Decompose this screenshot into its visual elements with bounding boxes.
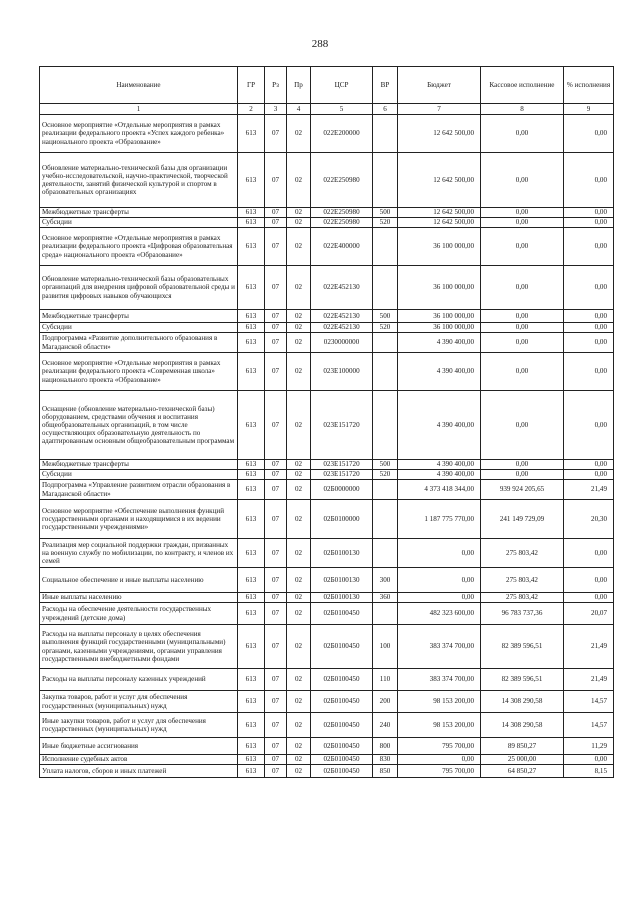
vr-cell xyxy=(373,391,398,460)
pct-cell: 0,00 xyxy=(564,310,614,323)
rz-cell: 07 xyxy=(265,115,287,153)
name-cell: Основное мероприятие «Обеспечение выполнения функций государственными органами и находящимися в их ведении государственными учреждениями» xyxy=(40,500,238,539)
vr-cell: 520 xyxy=(373,218,398,228)
pr-cell: 02 xyxy=(287,208,311,218)
budget-cell: 0,00 xyxy=(398,568,481,593)
rz-cell: 07 xyxy=(265,713,287,738)
pct-cell: 0,00 xyxy=(564,755,614,765)
pct-cell: 0,00 xyxy=(564,353,614,391)
table-row xyxy=(40,470,614,480)
csr-cell: 02Б0100130 xyxy=(311,593,373,603)
pct-cell: 0,00 xyxy=(564,568,614,593)
rz-cell: 07 xyxy=(265,153,287,208)
budget-table xyxy=(39,66,614,778)
rz-cell: 07 xyxy=(265,539,287,568)
name-cell: Основное мероприятие «Отдельные мероприятия в рамках реализации федерального проекта «Современная школа» национального проекта «Образование» xyxy=(40,353,238,391)
gr-cell: 613 xyxy=(238,218,265,228)
pr-cell: 02 xyxy=(287,713,311,738)
pr-cell: 02 xyxy=(287,603,311,625)
pr-cell: 02 xyxy=(287,755,311,765)
gr-cell: 613 xyxy=(238,310,265,323)
column-number-gr: 2 xyxy=(238,104,265,115)
name-cell: Межбюджетные трансферты xyxy=(40,460,238,470)
budget-cell: 12 642 500,00 xyxy=(398,208,481,218)
rz-cell: 07 xyxy=(265,480,287,500)
csr-cell: 02Б0100000 xyxy=(311,500,373,539)
cash-cell: 275 803,42 xyxy=(481,593,564,603)
csr-cell: 02Б0100450 xyxy=(311,713,373,738)
pr-cell: 02 xyxy=(287,460,311,470)
column-number-pr: 4 xyxy=(287,104,311,115)
header-vr: ВР xyxy=(373,67,398,104)
name-cell: Оснащение (обновление материально-технической базы) оборудованием, средствами обучения и воспитания общеобразовательных организаций, в том числе осуществляющих образовательную деятельность по адаптированным основным общеобразовательным программам xyxy=(40,391,238,460)
name-cell: Уплата налогов, сборов и иных платежей xyxy=(40,765,238,778)
pr-cell: 02 xyxy=(287,153,311,208)
rz-cell: 07 xyxy=(265,755,287,765)
pr-cell: 02 xyxy=(287,470,311,480)
vr-cell xyxy=(373,500,398,539)
budget-cell: 383 374 700,00 xyxy=(398,669,481,691)
table-row xyxy=(40,669,614,691)
name-cell: Субсидии xyxy=(40,323,238,333)
pr-cell: 02 xyxy=(287,625,311,669)
gr-cell: 613 xyxy=(238,480,265,500)
column-number-csr: 5 xyxy=(311,104,373,115)
rz-cell: 07 xyxy=(265,208,287,218)
pr-cell: 02 xyxy=(287,228,311,266)
name-cell: Иные выплаты населению xyxy=(40,593,238,603)
rz-cell: 07 xyxy=(265,603,287,625)
pr-cell: 02 xyxy=(287,669,311,691)
pr-cell: 02 xyxy=(287,353,311,391)
cash-cell: 0,00 xyxy=(481,310,564,323)
table-row xyxy=(40,480,614,500)
column-number-rz: 3 xyxy=(265,104,287,115)
budget-cell: 12 642 500,00 xyxy=(398,153,481,208)
csr-cell: 023E151720 xyxy=(311,470,373,480)
header-cash: Кассовое исполнение xyxy=(481,67,564,104)
cash-cell: 0,00 xyxy=(481,391,564,460)
table-row xyxy=(40,323,614,333)
pct-cell: 14,57 xyxy=(564,691,614,713)
name-cell: Реализация мер социальной поддержки граждан, призванных на военную службу по мобилизации, по контракту, и членов их семей xyxy=(40,539,238,568)
table-row xyxy=(40,115,614,153)
gr-cell: 613 xyxy=(238,228,265,266)
gr-cell: 613 xyxy=(238,625,265,669)
csr-cell: 023E151720 xyxy=(311,391,373,460)
pr-cell: 02 xyxy=(287,310,311,323)
cash-cell: 0,00 xyxy=(481,208,564,218)
pr-cell: 02 xyxy=(287,691,311,713)
page-number: 288 xyxy=(311,38,329,50)
column-number-row xyxy=(40,104,614,115)
cash-cell: 0,00 xyxy=(481,323,564,333)
name-cell: Исполнение судебных актов xyxy=(40,755,238,765)
pr-cell: 02 xyxy=(287,391,311,460)
rz-cell: 07 xyxy=(265,593,287,603)
pct-cell: 0,00 xyxy=(564,323,614,333)
pct-cell: 0,00 xyxy=(564,391,614,460)
table-row xyxy=(40,500,614,539)
table-row xyxy=(40,603,614,625)
budget-cell: 4 390 400,00 xyxy=(398,353,481,391)
pct-cell: 0,00 xyxy=(564,228,614,266)
name-cell: Основное мероприятие «Отдельные мероприятия в рамках реализации федерального проекта «Успех каждого ребенка» национального проекта «Образование» xyxy=(40,115,238,153)
rz-cell: 07 xyxy=(265,218,287,228)
rz-cell: 07 xyxy=(265,738,287,755)
header-row xyxy=(40,67,614,104)
vr-cell xyxy=(373,115,398,153)
gr-cell: 613 xyxy=(238,391,265,460)
table-row xyxy=(40,391,614,460)
table-row xyxy=(40,353,614,391)
pct-cell: 0,00 xyxy=(564,208,614,218)
budget-cell: 482 323 600,00 xyxy=(398,603,481,625)
rz-cell: 07 xyxy=(265,323,287,333)
csr-cell: 022E250980 xyxy=(311,153,373,208)
name-cell: Субсидии xyxy=(40,470,238,480)
csr-cell: 022E452130 xyxy=(311,310,373,323)
gr-cell: 613 xyxy=(238,669,265,691)
csr-cell: 022E452130 xyxy=(311,323,373,333)
name-cell: Обновление материально-технической базы для организации учебно-исследовательской, научно-практической, творческой деятельности, занятий физической культурой и спортом в образовательных организациях xyxy=(40,153,238,208)
table-row xyxy=(40,208,614,218)
vr-cell: 500 xyxy=(373,310,398,323)
vr-cell: 520 xyxy=(373,323,398,333)
gr-cell: 613 xyxy=(238,323,265,333)
header-pct: % исполнения xyxy=(564,67,614,104)
table-row xyxy=(40,228,614,266)
vr-cell xyxy=(373,228,398,266)
vr-cell: 850 xyxy=(373,765,398,778)
name-cell: Расходы на выплаты персоналу казенных учреждений xyxy=(40,669,238,691)
vr-cell: 240 xyxy=(373,713,398,738)
csr-cell: 023E151720 xyxy=(311,460,373,470)
table-header xyxy=(40,67,614,115)
gr-cell: 613 xyxy=(238,765,265,778)
vr-cell xyxy=(373,266,398,310)
cash-cell: 64 850,27 xyxy=(481,765,564,778)
pr-cell: 02 xyxy=(287,568,311,593)
pr-cell: 02 xyxy=(287,218,311,228)
pct-cell: 11,29 xyxy=(564,738,614,755)
rz-cell: 07 xyxy=(265,625,287,669)
table-row xyxy=(40,755,614,765)
pct-cell: 0,00 xyxy=(564,115,614,153)
vr-cell: 110 xyxy=(373,669,398,691)
vr-cell xyxy=(373,353,398,391)
table-row xyxy=(40,539,614,568)
cash-cell: 275 803,42 xyxy=(481,539,564,568)
csr-cell: 022E452130 xyxy=(311,266,373,310)
cash-cell: 0,00 xyxy=(481,218,564,228)
budget-cell: 36 100 000,00 xyxy=(398,310,481,323)
cash-cell: 939 924 205,65 xyxy=(481,480,564,500)
budget-cell: 98 153 200,00 xyxy=(398,713,481,738)
pct-cell: 0,00 xyxy=(564,593,614,603)
cash-cell: 14 308 290,58 xyxy=(481,691,564,713)
header-rz: Рз xyxy=(265,67,287,104)
rz-cell: 07 xyxy=(265,669,287,691)
pct-cell: 0,00 xyxy=(564,470,614,480)
cash-cell: 0,00 xyxy=(481,115,564,153)
cash-cell: 82 389 596,51 xyxy=(481,625,564,669)
csr-cell: 0230000000 xyxy=(311,333,373,353)
gr-cell: 613 xyxy=(238,603,265,625)
vr-cell: 500 xyxy=(373,460,398,470)
rz-cell: 07 xyxy=(265,266,287,310)
gr-cell: 613 xyxy=(238,738,265,755)
vr-cell xyxy=(373,480,398,500)
name-cell: Иные закупки товаров, работ и услуг для обеспечения государственных (муниципальных) нужд xyxy=(40,713,238,738)
gr-cell: 613 xyxy=(238,755,265,765)
rz-cell: 07 xyxy=(265,310,287,323)
pct-cell: 21,49 xyxy=(564,669,614,691)
csr-cell: 02Б0100450 xyxy=(311,765,373,778)
gr-cell: 613 xyxy=(238,593,265,603)
csr-cell: 02Б0100450 xyxy=(311,738,373,755)
gr-cell: 613 xyxy=(238,153,265,208)
table-row xyxy=(40,625,614,669)
cash-cell: 25 000,00 xyxy=(481,755,564,765)
cash-cell: 0,00 xyxy=(481,470,564,480)
name-cell: Подпрограмма «Управление развитием отрасли образования в Магаданской области» xyxy=(40,480,238,500)
pct-cell: 20,30 xyxy=(564,500,614,539)
budget-cell: 36 100 000,00 xyxy=(398,323,481,333)
name-cell: Социальное обеспечение и иные выплаты населению xyxy=(40,568,238,593)
name-cell: Межбюджетные трансферты xyxy=(40,310,238,323)
cash-cell: 0,00 xyxy=(481,153,564,208)
csr-cell: 02Б0100130 xyxy=(311,539,373,568)
table-row xyxy=(40,460,614,470)
table-body xyxy=(40,115,614,778)
gr-cell: 613 xyxy=(238,266,265,310)
header-csr: ЦСР xyxy=(311,67,373,104)
table-row xyxy=(40,593,614,603)
pr-cell: 02 xyxy=(287,500,311,539)
budget-cell: 4 373 418 344,00 xyxy=(398,480,481,500)
header-name: Наименование xyxy=(40,67,238,104)
table-row xyxy=(40,333,614,353)
header-budget: Бюджет xyxy=(398,67,481,104)
budget-cell: 4 390 400,00 xyxy=(398,460,481,470)
rz-cell: 07 xyxy=(265,353,287,391)
table-row xyxy=(40,713,614,738)
pct-cell: 0,00 xyxy=(564,218,614,228)
pct-cell: 0,00 xyxy=(564,333,614,353)
csr-cell: 023E100000 xyxy=(311,353,373,391)
pct-cell: 21,49 xyxy=(564,480,614,500)
cash-cell: 14 308 290,58 xyxy=(481,713,564,738)
rz-cell: 07 xyxy=(265,765,287,778)
vr-cell xyxy=(373,153,398,208)
pr-cell: 02 xyxy=(287,115,311,153)
csr-cell: 022E250980 xyxy=(311,208,373,218)
cash-cell: 275 803,42 xyxy=(481,568,564,593)
gr-cell: 613 xyxy=(238,470,265,480)
name-cell: Обновление материально-технической базы образовательных организаций для внедрения цифровой образовательной среды и развития цифровых навыков обучающихся xyxy=(40,266,238,310)
csr-cell: 022E250980 xyxy=(311,218,373,228)
gr-cell: 613 xyxy=(238,115,265,153)
name-cell: Субсидии xyxy=(40,218,238,228)
gr-cell: 613 xyxy=(238,500,265,539)
budget-cell: 383 374 700,00 xyxy=(398,625,481,669)
rz-cell: 07 xyxy=(265,460,287,470)
gr-cell: 613 xyxy=(238,333,265,353)
cash-cell: 0,00 xyxy=(481,353,564,391)
gr-cell: 613 xyxy=(238,208,265,218)
gr-cell: 613 xyxy=(238,460,265,470)
pct-cell: 20,07 xyxy=(564,603,614,625)
rz-cell: 07 xyxy=(265,228,287,266)
column-number-pct: 9 xyxy=(564,104,614,115)
budget-cell: 795 700,00 xyxy=(398,738,481,755)
name-cell: Закупка товаров, работ и услуг для обеспечения государственных (муниципальных) нужд xyxy=(40,691,238,713)
budget-cell: 4 390 400,00 xyxy=(398,333,481,353)
budget-cell: 4 390 400,00 xyxy=(398,470,481,480)
column-number-budget: 7 xyxy=(398,104,481,115)
csr-cell: 02Б0100130 xyxy=(311,568,373,593)
vr-cell: 360 xyxy=(373,593,398,603)
table-row xyxy=(40,738,614,755)
vr-cell: 300 xyxy=(373,568,398,593)
gr-cell: 613 xyxy=(238,713,265,738)
pct-cell: 0,00 xyxy=(564,460,614,470)
table-row xyxy=(40,218,614,228)
name-cell: Межбюджетные трансферты xyxy=(40,208,238,218)
csr-cell: 02Б0100450 xyxy=(311,603,373,625)
pr-cell: 02 xyxy=(287,738,311,755)
pct-cell: 21,49 xyxy=(564,625,614,669)
vr-cell xyxy=(373,603,398,625)
rz-cell: 07 xyxy=(265,691,287,713)
pr-cell: 02 xyxy=(287,333,311,353)
budget-cell: 795 700,00 xyxy=(398,765,481,778)
pct-cell: 8,15 xyxy=(564,765,614,778)
table-row xyxy=(40,568,614,593)
vr-cell: 500 xyxy=(373,208,398,218)
pr-cell: 02 xyxy=(287,323,311,333)
pct-cell: 0,00 xyxy=(564,266,614,310)
header-pr: Пр xyxy=(287,67,311,104)
vr-cell: 800 xyxy=(373,738,398,755)
budget-cell: 1 187 775 770,00 xyxy=(398,500,481,539)
table-row xyxy=(40,310,614,323)
budget-cell: 0,00 xyxy=(398,755,481,765)
budget-cell: 0,00 xyxy=(398,593,481,603)
pct-cell: 0,00 xyxy=(564,539,614,568)
cash-cell: 89 850,27 xyxy=(481,738,564,755)
cash-cell: 0,00 xyxy=(481,228,564,266)
cash-cell: 0,00 xyxy=(481,333,564,353)
rz-cell: 07 xyxy=(265,391,287,460)
name-cell: Основное мероприятие «Отдельные мероприятия в рамках реализации федерального проекта «Цифровая образовательная среда» национального проекта «Образование» xyxy=(40,228,238,266)
cash-cell: 82 389 596,51 xyxy=(481,669,564,691)
budget-cell: 12 642 500,00 xyxy=(398,218,481,228)
table-row xyxy=(40,691,614,713)
cash-cell: 96 783 737,36 xyxy=(481,603,564,625)
rz-cell: 07 xyxy=(265,333,287,353)
pr-cell: 02 xyxy=(287,266,311,310)
header-gr: ГР xyxy=(238,67,265,104)
csr-cell: 02Б0100450 xyxy=(311,755,373,765)
pr-cell: 02 xyxy=(287,480,311,500)
budget-cell: 12 642 500,00 xyxy=(398,115,481,153)
vr-cell: 520 xyxy=(373,470,398,480)
rz-cell: 07 xyxy=(265,568,287,593)
pr-cell: 02 xyxy=(287,593,311,603)
column-number-cash: 8 xyxy=(481,104,564,115)
rz-cell: 07 xyxy=(265,500,287,539)
vr-cell: 200 xyxy=(373,691,398,713)
pct-cell: 0,00 xyxy=(564,153,614,208)
vr-cell xyxy=(373,333,398,353)
vr-cell: 100 xyxy=(373,625,398,669)
csr-cell: 02Б0100450 xyxy=(311,669,373,691)
gr-cell: 613 xyxy=(238,568,265,593)
csr-cell: 02Б0100450 xyxy=(311,691,373,713)
pr-cell: 02 xyxy=(287,539,311,568)
vr-cell: 830 xyxy=(373,755,398,765)
budget-cell: 4 390 400,00 xyxy=(398,391,481,460)
cash-cell: 0,00 xyxy=(481,460,564,470)
gr-cell: 613 xyxy=(238,353,265,391)
column-number-name: 1 xyxy=(40,104,238,115)
csr-cell: 02Б0100450 xyxy=(311,625,373,669)
name-cell: Расходы на выплаты персоналу в целях обеспечения выполнения функций государственными (муниципальными) органами, казенными учреждениями, органами управления государственными внебюджетными фондами xyxy=(40,625,238,669)
budget-cell: 98 153 200,00 xyxy=(398,691,481,713)
gr-cell: 613 xyxy=(238,691,265,713)
csr-cell: 022E400000 xyxy=(311,228,373,266)
table-row xyxy=(40,765,614,778)
gr-cell: 613 xyxy=(238,539,265,568)
cash-cell: 241 149 729,09 xyxy=(481,500,564,539)
pr-cell: 02 xyxy=(287,765,311,778)
pct-cell: 14,57 xyxy=(564,713,614,738)
csr-cell: 022E200000 xyxy=(311,115,373,153)
cash-cell: 0,00 xyxy=(481,266,564,310)
table-row xyxy=(40,153,614,208)
name-cell: Иные бюджетные ассигнования xyxy=(40,738,238,755)
table-row xyxy=(40,266,614,310)
csr-cell: 02Б0000000 xyxy=(311,480,373,500)
rz-cell: 07 xyxy=(265,470,287,480)
name-cell: Подпрограмма «Развитие дополнительного образования в Магаданской области» xyxy=(40,333,238,353)
vr-cell xyxy=(373,539,398,568)
budget-cell: 0,00 xyxy=(398,539,481,568)
name-cell: Расходы на обеспечение деятельности государственных учреждений (детские дома) xyxy=(40,603,238,625)
budget-cell: 36 100 000,00 xyxy=(398,228,481,266)
budget-cell: 36 100 000,00 xyxy=(398,266,481,310)
column-number-vr: 6 xyxy=(373,104,398,115)
